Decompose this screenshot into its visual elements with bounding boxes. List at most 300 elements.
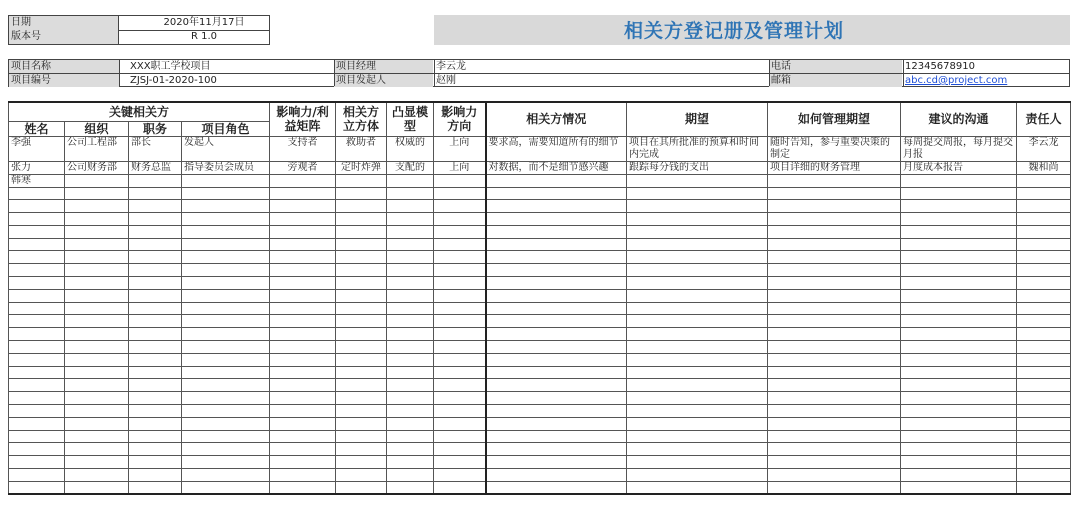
cell-organization[interactable]: 公司财务部 <box>65 161 129 174</box>
empty-cell[interactable] <box>129 353 182 366</box>
empty-cell[interactable] <box>1017 200 1071 213</box>
empty-cell[interactable] <box>65 213 129 226</box>
empty-cell[interactable] <box>270 379 336 392</box>
empty-cell[interactable] <box>65 277 129 290</box>
empty-cell[interactable] <box>129 315 182 328</box>
empty-cell[interactable] <box>1017 187 1071 200</box>
empty-cell[interactable] <box>129 379 182 392</box>
empty-cell[interactable] <box>387 289 434 302</box>
empty-cell[interactable] <box>336 277 387 290</box>
empty-cell[interactable] <box>65 417 129 430</box>
empty-cell[interactable] <box>434 213 486 226</box>
empty-cell[interactable] <box>270 277 336 290</box>
empty-cell[interactable] <box>901 264 1017 277</box>
empty-cell[interactable] <box>182 366 270 379</box>
empty-cell[interactable] <box>387 251 434 264</box>
empty-cell[interactable] <box>627 200 768 213</box>
empty-cell[interactable] <box>486 187 627 200</box>
empty-cell[interactable] <box>182 315 270 328</box>
empty-cell[interactable] <box>65 264 129 277</box>
empty-cell[interactable] <box>182 187 270 200</box>
empty-cell[interactable] <box>387 225 434 238</box>
empty-cell[interactable] <box>768 238 901 251</box>
empty-cell[interactable] <box>129 289 182 302</box>
empty-cell[interactable] <box>901 315 1017 328</box>
empty-cell[interactable] <box>9 353 65 366</box>
empty-cell[interactable] <box>901 392 1017 405</box>
empty-cell[interactable] <box>486 353 627 366</box>
empty-cell[interactable] <box>901 405 1017 418</box>
empty-cell[interactable] <box>9 200 65 213</box>
empty-cell[interactable] <box>901 366 1017 379</box>
empty-cell[interactable] <box>768 469 901 482</box>
empty-cell[interactable] <box>1017 405 1071 418</box>
empty-cell[interactable] <box>627 341 768 354</box>
empty-cell[interactable] <box>387 213 434 226</box>
empty-cell[interactable] <box>768 341 901 354</box>
empty-cell[interactable] <box>129 430 182 443</box>
empty-cell[interactable] <box>901 469 1017 482</box>
empty-cell[interactable] <box>486 417 627 430</box>
table-row-empty[interactable] <box>9 277 1071 290</box>
empty-cell[interactable] <box>486 225 627 238</box>
empty-cell[interactable] <box>627 481 768 494</box>
empty-cell[interactable] <box>627 238 768 251</box>
empty-cell[interactable] <box>270 417 336 430</box>
empty-cell[interactable] <box>1017 264 1071 277</box>
empty-cell[interactable] <box>9 366 65 379</box>
empty-cell[interactable] <box>9 392 65 405</box>
empty-cell[interactable] <box>129 187 182 200</box>
table-row-empty[interactable] <box>9 225 1071 238</box>
empty-cell[interactable] <box>336 238 387 251</box>
cell-project-role[interactable]: 指导委员会成员 <box>182 161 270 174</box>
empty-cell[interactable] <box>434 481 486 494</box>
empty-cell[interactable] <box>182 481 270 494</box>
empty-cell[interactable] <box>65 187 129 200</box>
table-row[interactable] <box>9 174 1071 187</box>
empty-cell[interactable] <box>336 353 387 366</box>
empty-cell[interactable] <box>1017 302 1071 315</box>
empty-cell[interactable] <box>336 405 387 418</box>
empty-cell[interactable] <box>336 187 387 200</box>
empty-cell[interactable] <box>336 443 387 456</box>
empty-cell[interactable] <box>387 379 434 392</box>
empty-cell[interactable] <box>270 302 336 315</box>
empty-cell[interactable] <box>486 251 627 264</box>
empty-cell[interactable] <box>129 225 182 238</box>
empty-cell[interactable] <box>182 289 270 302</box>
empty-cell[interactable] <box>336 366 387 379</box>
empty-cell[interactable] <box>65 456 129 469</box>
empty-cell[interactable] <box>270 315 336 328</box>
cell-expectation[interactable] <box>627 174 768 187</box>
empty-cell[interactable] <box>65 341 129 354</box>
cell-stakeholder-cube[interactable]: 定时炸弹 <box>336 161 387 174</box>
empty-cell[interactable] <box>768 443 901 456</box>
empty-cell[interactable] <box>65 481 129 494</box>
empty-cell[interactable] <box>1017 366 1071 379</box>
empty-cell[interactable] <box>129 405 182 418</box>
empty-cell[interactable] <box>1017 277 1071 290</box>
empty-cell[interactable] <box>434 302 486 315</box>
project-sponsor-value[interactable]: 赵刚 <box>436 75 456 86</box>
empty-cell[interactable] <box>627 430 768 443</box>
empty-cell[interactable] <box>270 328 336 341</box>
empty-cell[interactable] <box>434 315 486 328</box>
empty-cell[interactable] <box>182 264 270 277</box>
empty-cell[interactable] <box>627 251 768 264</box>
empty-cell[interactable] <box>65 238 129 251</box>
project-id-value[interactable]: ZJSJ-01-2020-100 <box>130 75 217 86</box>
empty-cell[interactable] <box>129 392 182 405</box>
empty-cell[interactable] <box>627 469 768 482</box>
empty-cell[interactable] <box>9 264 65 277</box>
table-row-empty[interactable] <box>9 366 1071 379</box>
empty-cell[interactable] <box>129 251 182 264</box>
empty-cell[interactable] <box>336 200 387 213</box>
empty-cell[interactable] <box>129 456 182 469</box>
empty-cell[interactable] <box>627 187 768 200</box>
empty-cell[interactable] <box>486 481 627 494</box>
empty-cell[interactable] <box>486 238 627 251</box>
empty-cell[interactable] <box>901 379 1017 392</box>
empty-cell[interactable] <box>901 289 1017 302</box>
empty-cell[interactable] <box>1017 328 1071 341</box>
empty-cell[interactable] <box>270 225 336 238</box>
empty-cell[interactable] <box>336 392 387 405</box>
empty-cell[interactable] <box>9 341 65 354</box>
project-manager-value[interactable]: 李云龙 <box>436 61 466 72</box>
table-row-empty[interactable] <box>9 187 1071 200</box>
empty-cell[interactable] <box>486 443 627 456</box>
cell-salience-model[interactable]: 支配的 <box>387 161 434 174</box>
empty-cell[interactable] <box>129 328 182 341</box>
empty-cell[interactable] <box>434 251 486 264</box>
empty-cell[interactable] <box>434 366 486 379</box>
empty-cell[interactable] <box>627 289 768 302</box>
empty-cell[interactable] <box>434 456 486 469</box>
empty-cell[interactable] <box>270 187 336 200</box>
cell-influence-direction[interactable] <box>434 174 486 187</box>
empty-cell[interactable] <box>627 366 768 379</box>
cell-owner[interactable] <box>1017 174 1071 187</box>
project-name-value[interactable]: XXX职工学校项目 <box>130 61 211 72</box>
cell-stakeholder-cube[interactable] <box>336 174 387 187</box>
cell-manage-expectation[interactable]: 随时告知，参与重要决策的制定 <box>768 136 901 161</box>
table-row-empty[interactable] <box>9 469 1071 482</box>
empty-cell[interactable] <box>65 405 129 418</box>
empty-cell[interactable] <box>901 225 1017 238</box>
empty-cell[interactable] <box>65 315 129 328</box>
empty-cell[interactable] <box>901 443 1017 456</box>
empty-cell[interactable] <box>182 353 270 366</box>
empty-cell[interactable] <box>65 289 129 302</box>
cell-influence-matrix[interactable] <box>270 174 336 187</box>
empty-cell[interactable] <box>768 251 901 264</box>
empty-cell[interactable] <box>434 417 486 430</box>
empty-cell[interactable] <box>9 379 65 392</box>
empty-cell[interactable] <box>129 481 182 494</box>
empty-cell[interactable] <box>1017 392 1071 405</box>
empty-cell[interactable] <box>387 481 434 494</box>
empty-cell[interactable] <box>387 417 434 430</box>
empty-cell[interactable] <box>1017 238 1071 251</box>
table-row-empty[interactable] <box>9 392 1071 405</box>
empty-cell[interactable] <box>768 481 901 494</box>
empty-cell[interactable] <box>434 289 486 302</box>
empty-cell[interactable] <box>387 353 434 366</box>
empty-cell[interactable] <box>387 277 434 290</box>
empty-cell[interactable] <box>336 251 387 264</box>
empty-cell[interactable] <box>768 328 901 341</box>
table-row[interactable] <box>9 161 1071 174</box>
empty-cell[interactable] <box>387 302 434 315</box>
empty-cell[interactable] <box>65 443 129 456</box>
empty-cell[interactable] <box>901 187 1017 200</box>
empty-cell[interactable] <box>387 200 434 213</box>
empty-cell[interactable] <box>182 456 270 469</box>
empty-cell[interactable] <box>336 302 387 315</box>
empty-cell[interactable] <box>486 456 627 469</box>
empty-cell[interactable] <box>768 366 901 379</box>
empty-cell[interactable] <box>387 392 434 405</box>
cell-project-role[interactable] <box>182 174 270 187</box>
cell-manage-expectation[interactable]: 项目详细的财务管理 <box>768 161 901 174</box>
empty-cell[interactable] <box>387 187 434 200</box>
empty-cell[interactable] <box>129 213 182 226</box>
empty-cell[interactable] <box>1017 315 1071 328</box>
table-row-empty[interactable] <box>9 315 1071 328</box>
empty-cell[interactable] <box>486 289 627 302</box>
empty-cell[interactable] <box>768 353 901 366</box>
table-row-empty[interactable] <box>9 353 1071 366</box>
empty-cell[interactable] <box>182 238 270 251</box>
empty-cell[interactable] <box>65 328 129 341</box>
empty-cell[interactable] <box>182 200 270 213</box>
empty-cell[interactable] <box>768 405 901 418</box>
cell-expectation[interactable]: 跟踪每分钱的支出 <box>627 161 768 174</box>
empty-cell[interactable] <box>434 238 486 251</box>
empty-cell[interactable] <box>9 277 65 290</box>
empty-cell[interactable] <box>270 366 336 379</box>
table-row-empty[interactable] <box>9 417 1071 430</box>
empty-cell[interactable] <box>627 405 768 418</box>
empty-cell[interactable] <box>182 328 270 341</box>
empty-cell[interactable] <box>627 225 768 238</box>
empty-cell[interactable] <box>182 341 270 354</box>
empty-cell[interactable] <box>270 430 336 443</box>
empty-cell[interactable] <box>901 251 1017 264</box>
empty-cell[interactable] <box>434 379 486 392</box>
table-row-empty[interactable] <box>9 289 1071 302</box>
empty-cell[interactable] <box>336 289 387 302</box>
empty-cell[interactable] <box>182 405 270 418</box>
empty-cell[interactable] <box>768 417 901 430</box>
empty-cell[interactable] <box>434 443 486 456</box>
empty-cell[interactable] <box>486 315 627 328</box>
empty-cell[interactable] <box>336 417 387 430</box>
empty-cell[interactable] <box>486 264 627 277</box>
empty-cell[interactable] <box>182 443 270 456</box>
empty-cell[interactable] <box>270 341 336 354</box>
empty-cell[interactable] <box>1017 469 1071 482</box>
empty-cell[interactable] <box>901 213 1017 226</box>
empty-cell[interactable] <box>9 417 65 430</box>
cell-position[interactable]: 部长 <box>129 136 182 161</box>
empty-cell[interactable] <box>270 469 336 482</box>
cell-influence-matrix[interactable]: 支持者 <box>270 136 336 161</box>
empty-cell[interactable] <box>434 469 486 482</box>
empty-cell[interactable] <box>434 353 486 366</box>
empty-cell[interactable] <box>129 277 182 290</box>
empty-cell[interactable] <box>9 328 65 341</box>
cell-suggested-communication[interactable] <box>901 174 1017 187</box>
empty-cell[interactable] <box>9 213 65 226</box>
empty-cell[interactable] <box>434 392 486 405</box>
empty-cell[interactable] <box>9 238 65 251</box>
empty-cell[interactable] <box>434 200 486 213</box>
empty-cell[interactable] <box>434 430 486 443</box>
empty-cell[interactable] <box>1017 430 1071 443</box>
empty-cell[interactable] <box>434 264 486 277</box>
cell-expectation[interactable]: 项目在其所批准的预算和时间内完成 <box>627 136 768 161</box>
empty-cell[interactable] <box>129 469 182 482</box>
empty-cell[interactable] <box>768 225 901 238</box>
empty-cell[interactable] <box>627 213 768 226</box>
cell-influence-direction[interactable]: 上向 <box>434 161 486 174</box>
empty-cell[interactable] <box>486 302 627 315</box>
empty-cell[interactable] <box>9 251 65 264</box>
empty-cell[interactable] <box>486 341 627 354</box>
empty-cell[interactable] <box>129 341 182 354</box>
empty-cell[interactable] <box>270 264 336 277</box>
empty-cell[interactable] <box>270 405 336 418</box>
table-row[interactable] <box>9 136 1071 161</box>
empty-cell[interactable] <box>336 213 387 226</box>
empty-cell[interactable] <box>768 289 901 302</box>
empty-cell[interactable] <box>1017 481 1071 494</box>
cell-stakeholder-situation[interactable]: 对数据，而不是细节感兴趣 <box>486 161 627 174</box>
empty-cell[interactable] <box>901 353 1017 366</box>
cell-salience-model[interactable]: 权威的 <box>387 136 434 161</box>
table-row-empty[interactable] <box>9 481 1071 494</box>
empty-cell[interactable] <box>9 302 65 315</box>
table-row-empty[interactable] <box>9 430 1071 443</box>
empty-cell[interactable] <box>901 200 1017 213</box>
empty-cell[interactable] <box>182 392 270 405</box>
empty-cell[interactable] <box>627 328 768 341</box>
empty-cell[interactable] <box>768 277 901 290</box>
table-row-empty[interactable] <box>9 200 1071 213</box>
empty-cell[interactable] <box>129 264 182 277</box>
cell-stakeholder-cube[interactable]: 救助者 <box>336 136 387 161</box>
empty-cell[interactable] <box>486 213 627 226</box>
empty-cell[interactable] <box>65 302 129 315</box>
email-link[interactable]: abc.cd@project.com <box>905 75 1008 86</box>
empty-cell[interactable] <box>434 341 486 354</box>
empty-cell[interactable] <box>768 302 901 315</box>
version-value[interactable]: R 1.0 <box>190 31 218 42</box>
table-row-empty[interactable] <box>9 379 1071 392</box>
empty-cell[interactable] <box>336 225 387 238</box>
cell-name[interactable]: 韩寒 <box>9 174 65 187</box>
empty-cell[interactable] <box>486 469 627 482</box>
empty-cell[interactable] <box>9 405 65 418</box>
empty-cell[interactable] <box>901 456 1017 469</box>
empty-cell[interactable] <box>182 469 270 482</box>
empty-cell[interactable] <box>387 315 434 328</box>
empty-cell[interactable] <box>270 289 336 302</box>
empty-cell[interactable] <box>182 430 270 443</box>
empty-cell[interactable] <box>9 315 65 328</box>
empty-cell[interactable] <box>129 366 182 379</box>
empty-cell[interactable] <box>387 430 434 443</box>
empty-cell[interactable] <box>768 264 901 277</box>
empty-cell[interactable] <box>901 277 1017 290</box>
empty-cell[interactable] <box>387 405 434 418</box>
cell-suggested-communication[interactable]: 月度成本报告 <box>901 161 1017 174</box>
cell-salience-model[interactable] <box>387 174 434 187</box>
empty-cell[interactable] <box>1017 456 1071 469</box>
empty-cell[interactable] <box>65 379 129 392</box>
cell-manage-expectation[interactable] <box>768 174 901 187</box>
cell-position[interactable] <box>129 174 182 187</box>
empty-cell[interactable] <box>270 443 336 456</box>
table-row-empty[interactable] <box>9 264 1071 277</box>
empty-cell[interactable] <box>9 225 65 238</box>
empty-cell[interactable] <box>336 328 387 341</box>
cell-stakeholder-situation[interactable] <box>486 174 627 187</box>
table-row-empty[interactable] <box>9 238 1071 251</box>
empty-cell[interactable] <box>768 213 901 226</box>
empty-cell[interactable] <box>627 353 768 366</box>
cell-name[interactable]: 李强 <box>9 136 65 161</box>
empty-cell[interactable] <box>901 328 1017 341</box>
empty-cell[interactable] <box>434 328 486 341</box>
cell-project-role[interactable]: 发起人 <box>182 136 270 161</box>
empty-cell[interactable] <box>486 366 627 379</box>
cell-stakeholder-situation[interactable]: 要求高，需要知道所有的细节 <box>486 136 627 161</box>
empty-cell[interactable] <box>129 302 182 315</box>
empty-cell[interactable] <box>486 379 627 392</box>
empty-cell[interactable] <box>65 469 129 482</box>
empty-cell[interactable] <box>387 366 434 379</box>
empty-cell[interactable] <box>901 302 1017 315</box>
empty-cell[interactable] <box>627 392 768 405</box>
empty-cell[interactable] <box>627 302 768 315</box>
empty-cell[interactable] <box>1017 443 1071 456</box>
empty-cell[interactable] <box>129 417 182 430</box>
empty-cell[interactable] <box>129 443 182 456</box>
empty-cell[interactable] <box>434 225 486 238</box>
empty-cell[interactable] <box>65 392 129 405</box>
empty-cell[interactable] <box>387 443 434 456</box>
cell-organization[interactable]: 公司工程部 <box>65 136 129 161</box>
cell-name[interactable]: 张力 <box>9 161 65 174</box>
cell-organization[interactable] <box>65 174 129 187</box>
empty-cell[interactable] <box>182 379 270 392</box>
cell-influence-matrix[interactable]: 旁观者 <box>270 161 336 174</box>
empty-cell[interactable] <box>9 430 65 443</box>
date-value[interactable]: 2020年11月17日 <box>163 17 245 28</box>
table-row-empty[interactable] <box>9 341 1071 354</box>
empty-cell[interactable] <box>768 187 901 200</box>
empty-cell[interactable] <box>486 277 627 290</box>
empty-cell[interactable] <box>387 264 434 277</box>
empty-cell[interactable] <box>336 379 387 392</box>
empty-cell[interactable] <box>270 251 336 264</box>
